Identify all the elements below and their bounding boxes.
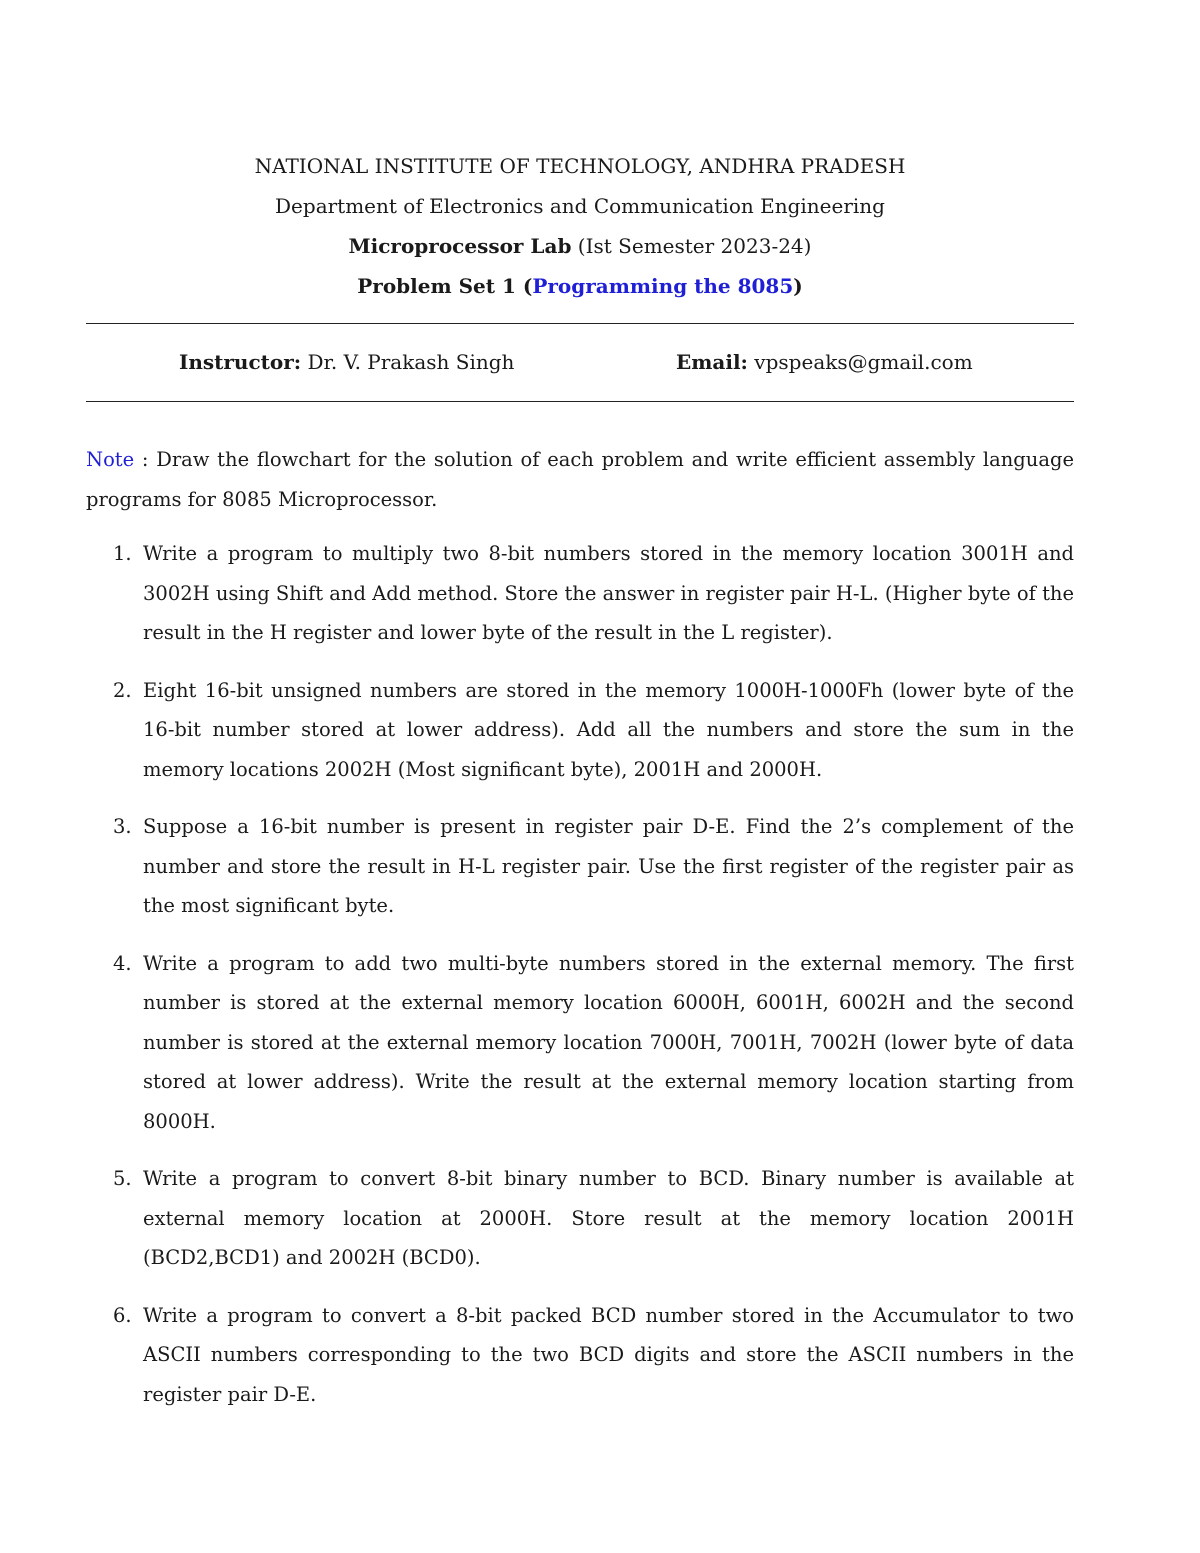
problem-number: 4. <box>113 951 132 975</box>
problem-set-topic: Programming the 8085 <box>532 274 794 298</box>
course-line <box>86 226 1074 266</box>
note-label: Note <box>86 448 135 471</box>
institute-name: NATIONAL INSTITUTE OF TECHNOLOGY, ANDHRA PRADESH <box>254 154 906 178</box>
problem-text: Eight 16-bit unsigned numbers are stored in the memory 1000H-1000Fh (lower byte of the 16-bit number stored at lower address). Add all the numbers and store the sum in the memory locations 2002H (Most significant byte), 2001H and 2000H. <box>143 678 1074 781</box>
problem-list <box>86 534 1074 1432</box>
bottom-divider <box>86 401 1074 402</box>
department-name: Department of Electronics and Communication Engineering <box>275 194 885 218</box>
problem-item <box>86 1296 1074 1415</box>
document-header <box>86 146 1074 306</box>
instructor-name: Dr. V. Prakash Singh <box>301 350 515 374</box>
instructor-info <box>179 342 514 382</box>
problem-item <box>86 671 1074 790</box>
problem-number: 2. <box>113 678 132 702</box>
problem-text: Write a program to convert a 8-bit packed BCD number stored in the Accumulator to two ASCII numbers corresponding to the two BCD digits and store the ASCII numbers in the register pair D-E. <box>143 1303 1074 1406</box>
problem-number: 6. <box>113 1303 132 1327</box>
top-divider <box>86 323 1074 324</box>
problem-item <box>86 944 1074 1142</box>
problem-text: Write a program to multiply two 8-bit numbers stored in the memory location 3001H and 3002H using Shift and Add method. Store the answer in register pair H-L. (Higher byte of the result in the H register and lower byte of the result in the L register). <box>143 542 1074 644</box>
problem-set-open-paren: ( <box>515 274 533 298</box>
course-semester: (Ist Semester 2023-24) <box>571 234 812 258</box>
email-address: vpspeaks@gmail.com <box>747 350 973 374</box>
email-label: Email: <box>676 350 748 374</box>
problem-text: Suppose a 16-bit number is present in register pair D-E. Find the 2’s complement of the number and store the result in H-L register pair. Use the first register of the register pair as the most significant byte. <box>143 815 1074 917</box>
email-info <box>676 342 973 382</box>
problem-set-title: Problem Set 1 <box>357 274 516 298</box>
problem-number: 5. <box>113 1167 132 1190</box>
problem-item <box>86 807 1074 926</box>
problem-item <box>86 534 1074 653</box>
problem-number: 3. <box>113 815 132 838</box>
note-text: : Draw the flowchart for the solution of each problem and write efficient assembly language programs for 8085 Microprocessor. <box>86 448 1074 511</box>
problem-item <box>86 1159 1074 1278</box>
note-paragraph <box>86 440 1074 519</box>
problem-set-line <box>86 266 1074 306</box>
problem-text: Write a program to convert 8-bit binary number to BCD. Binary number is available at external memory location at 2000H. Store result at the memory location 2001H (BCD2,BCD1) and 2002H (BCD0). <box>143 1167 1074 1269</box>
problem-number: 1. <box>113 542 132 565</box>
instructor-label: Instructor: <box>179 350 302 374</box>
problem-text: Write a program to add two multi-byte numbers stored in the external memory. The first number is stored at the external memory location 6000H, 6001H, 6002H and the second number is stored at the external memory location 7000H, 7001H, 7002H (lower byte of data stored at lower address). Write the result at the external memory location starting from 8000H. <box>143 951 1074 1133</box>
problem-set-close-paren: ) <box>793 274 803 298</box>
course-title: Microprocessor Lab <box>348 234 572 258</box>
